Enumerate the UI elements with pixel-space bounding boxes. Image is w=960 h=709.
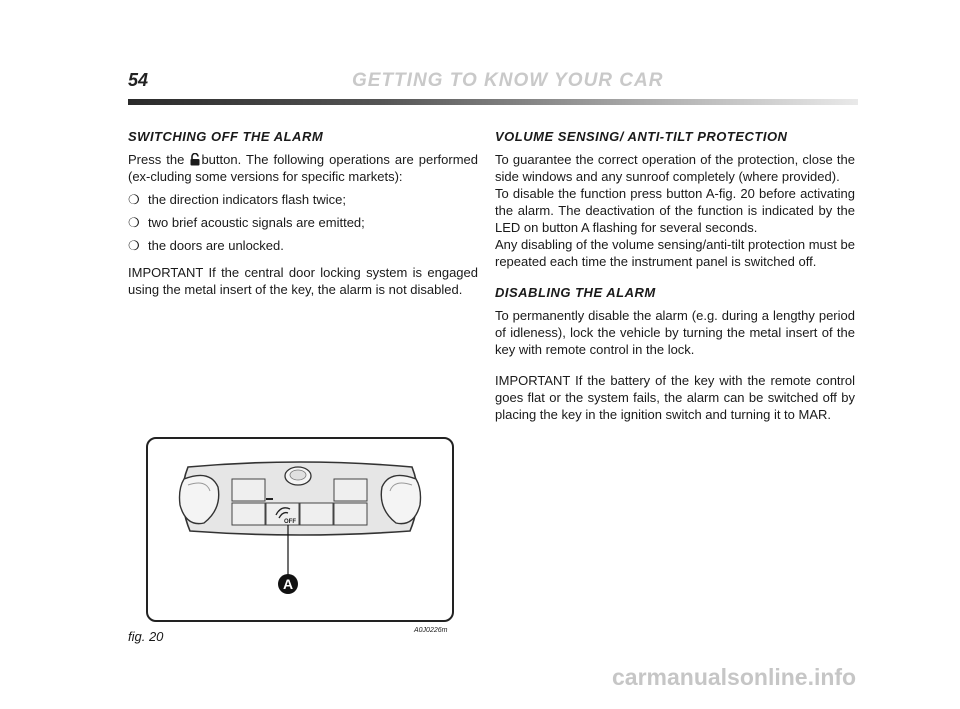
figure-caption: fig. 20 xyxy=(128,629,164,644)
watermark[interactable]: carmanualsonline.info xyxy=(612,664,857,690)
volume-sensing-heading: VOLUME SENSING/ ANTI-TILT PROTECTION xyxy=(495,129,788,144)
right-column xyxy=(495,128,855,423)
figure-roof-console xyxy=(146,437,454,622)
volume-sensing-p2: To disable the function press button A-fig. 20 before activating the alarm. The deactivation of the function is indicated by the LED on button A flashing for several seconds. xyxy=(495,186,855,235)
intro-before-icon: Press the xyxy=(128,152,185,167)
intro-after-icon: button. The following operations are performed (ex-cluding some versions for specific markets): xyxy=(128,152,478,184)
list-item: ❍ the doors are unlocked. xyxy=(128,238,284,253)
switching-off-heading: SWITCHING OFF THE ALARM xyxy=(128,129,324,144)
list-item: ❍ two brief acoustic signals are emitted; xyxy=(128,215,365,230)
volume-sensing-p1: To guarantee the correct operation of the protection, close the side windows and any sunroof completely (where provided). xyxy=(495,152,855,184)
header-rule xyxy=(128,99,858,105)
volume-sensing-p3: Any disabling of the volume sensing/anti-tilt protection must be repeated each time the instrument panel is switched off. xyxy=(495,237,855,269)
switching-off-important: IMPORTANT If the central door locking system is engaged using the metal insert of the key, the alarm is not disabled. xyxy=(128,265,478,297)
switching-off-intro xyxy=(128,151,478,185)
list-item: ❍ the direction indicators flash twice; xyxy=(128,192,346,207)
switching-off-list xyxy=(128,191,478,254)
disabling-p1: To permanently disable the alarm (e.g. during a lengthy period of idleness), lock the vehicle by turning the metal insert of the key with remote control in the lock. xyxy=(495,308,855,357)
page-number: 54 xyxy=(128,70,149,90)
left-column xyxy=(128,128,478,298)
off-label: OFF xyxy=(284,519,296,525)
bullet-glyph: ❍ xyxy=(128,192,140,207)
bullet-glyph: ❍ xyxy=(128,215,140,230)
unlock-key-icon xyxy=(190,153,200,166)
disabling-important: IMPORTANT If the battery of the key with the remote control goes flat or the system fails, the alarm can be switched off by placing the key in the ignition switch and turning it to MAR. xyxy=(495,373,855,422)
disabling-heading: DISABLING THE ALARM xyxy=(495,285,656,300)
section-title: GETTING TO KNOW YOUR CAR xyxy=(352,70,664,91)
callout-a: A xyxy=(282,576,294,592)
roof-console-illustration xyxy=(148,439,452,620)
bullet-glyph: ❍ xyxy=(128,238,140,253)
figure-code: A0J0226m xyxy=(414,627,448,634)
